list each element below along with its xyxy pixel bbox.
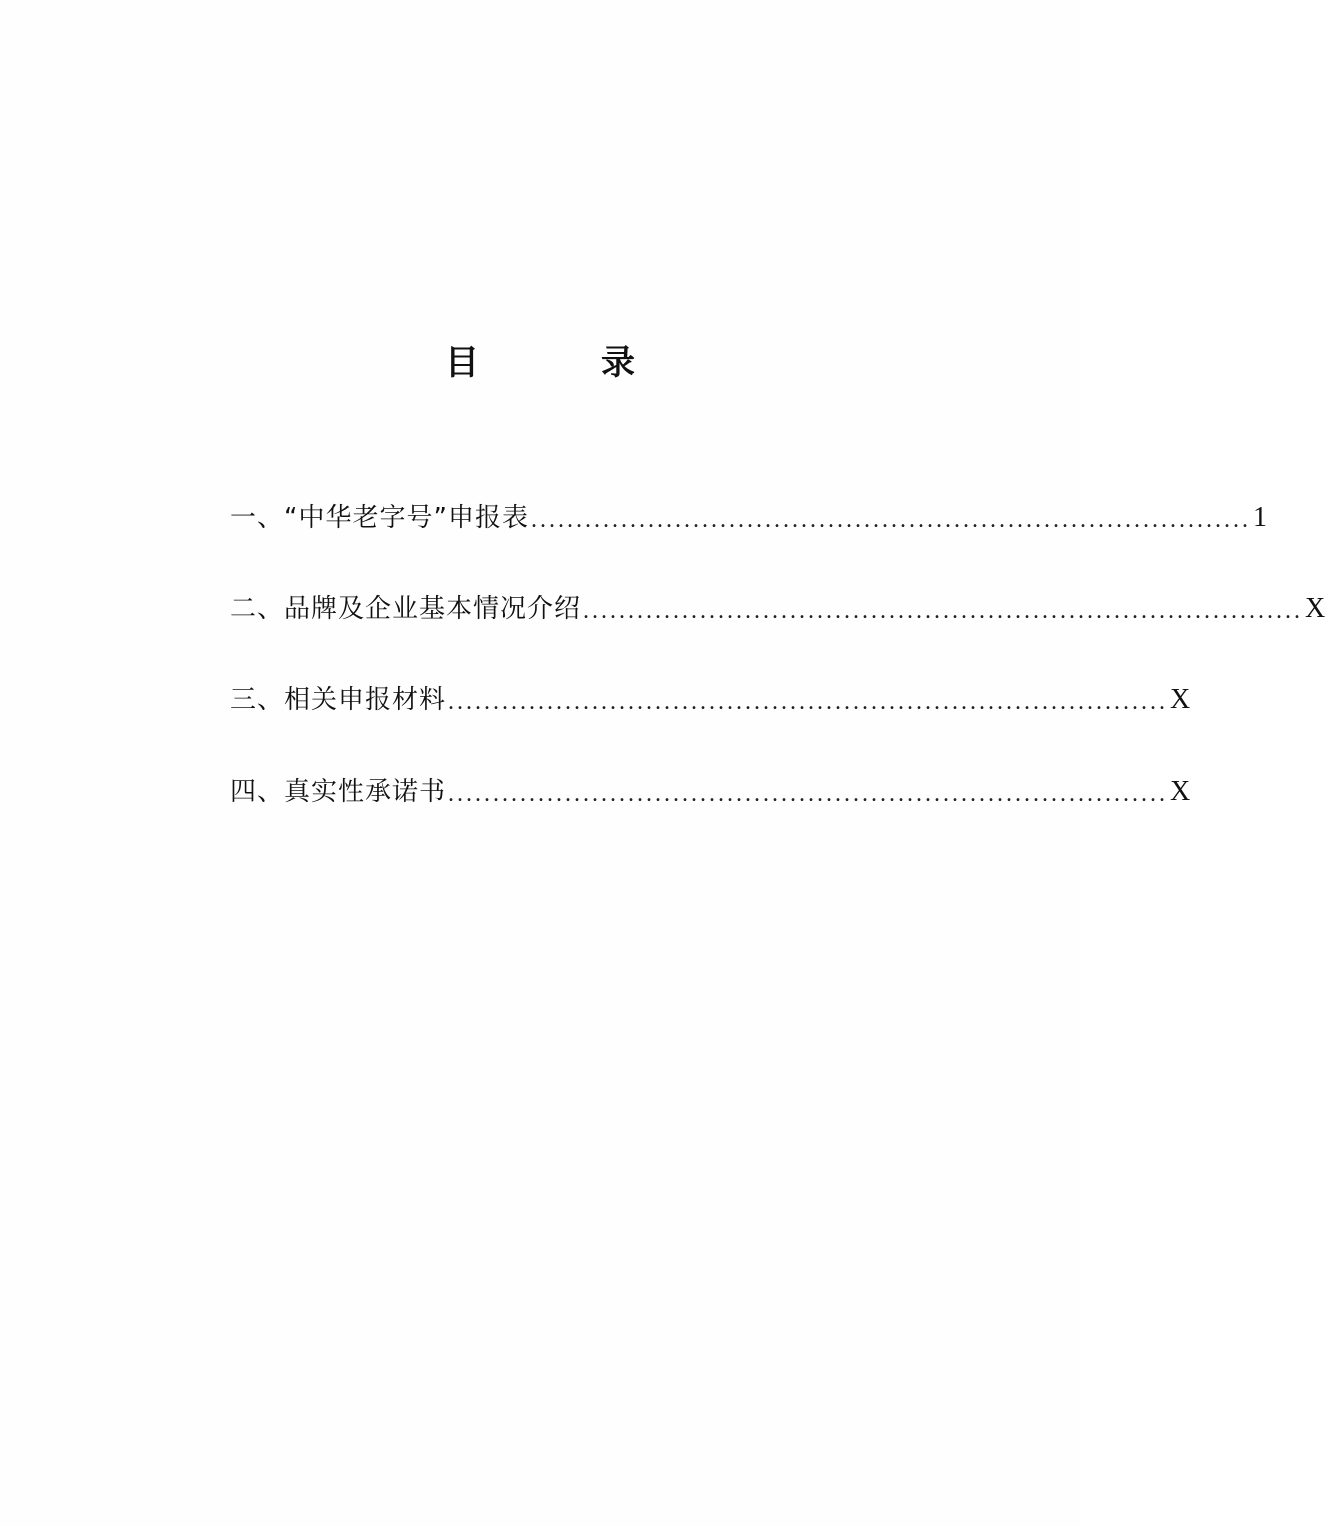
toc-entry-label: 四、真实性承诺书: [230, 777, 447, 807]
toc-dot-leader: ................................................................................: [530, 507, 1251, 533]
toc-entry: [230, 680, 1191, 720]
toc-entry: [230, 772, 1191, 812]
toc-entry: [230, 589, 1325, 629]
toc-title: 目 录: [445, 343, 679, 383]
toc-entry: [230, 498, 1267, 538]
toc-entry-label: 一、“中华老字号”申报表: [230, 503, 529, 533]
toc-entry-page-number: X: [1170, 776, 1191, 807]
toc-entry-page-number: 1: [1252, 502, 1267, 533]
toc-dot-leader: ................................................................................: [448, 781, 1169, 807]
toc-entry-label: 三、相关申报材料: [230, 685, 447, 715]
toc-entry-page-number: X: [1305, 593, 1325, 624]
toc-entry-label: 二、品牌及企业基本情况介绍: [230, 594, 582, 624]
toc-dot-leader: ................................................................................: [583, 598, 1304, 624]
toc-dot-leader: ................................................................................: [448, 689, 1169, 715]
toc-entry-page-number: X: [1170, 684, 1191, 715]
